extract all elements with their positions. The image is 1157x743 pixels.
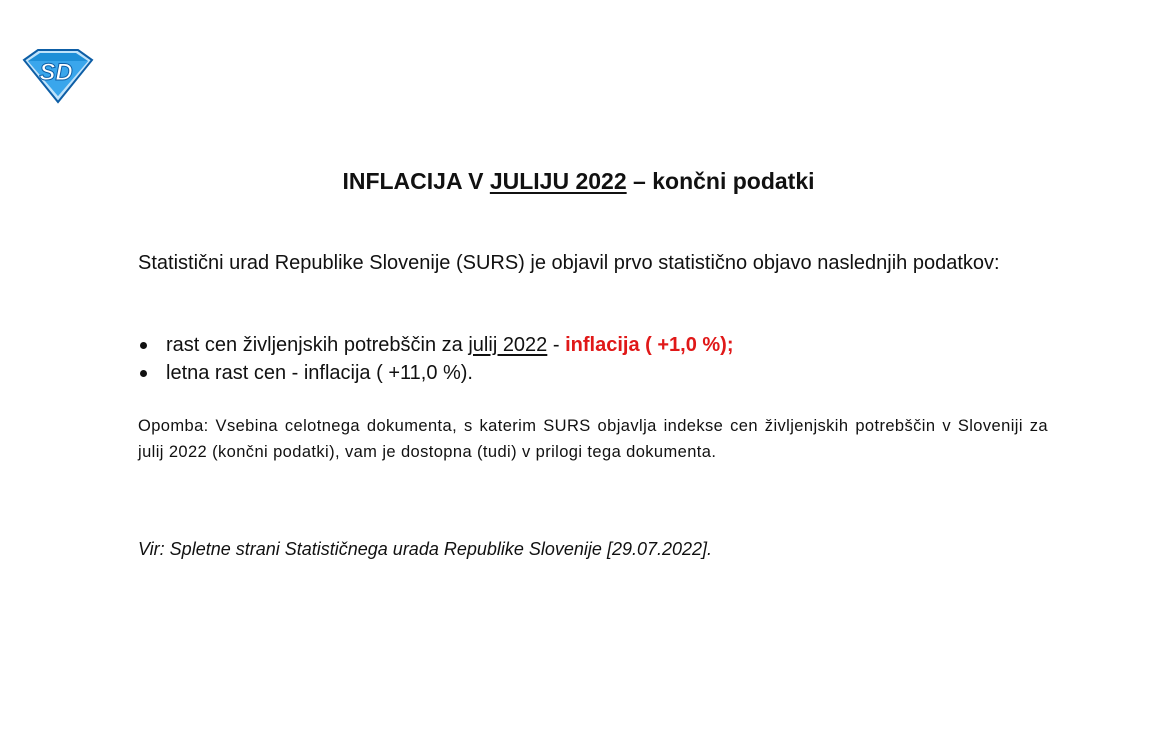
logo-text: SD	[39, 59, 73, 86]
title-month: JULIJU 2022	[489, 168, 627, 194]
title-part3: – končni podatki	[626, 168, 815, 194]
bullet-separator: -	[547, 334, 566, 356]
title-part1: INFLACIJA V	[342, 168, 490, 194]
inflation-highlight: inflacija ( +1,0 %);	[565, 334, 734, 356]
bullet-prefix: rast cen življenjskih potrebščin za	[166, 334, 469, 356]
bullet-icon	[140, 370, 147, 377]
bullet-icon	[140, 342, 147, 349]
list-item	[138, 359, 1050, 387]
diamond-logo-icon	[20, 46, 96, 104]
bullet-text: letna rast cen - inflacija ( +11,0 %).	[166, 362, 473, 384]
bullet-month: julij 2022	[468, 334, 548, 356]
list-item	[138, 331, 1050, 359]
source-line: Vir: Spletne strani Statističnega urada Republike Slovenije [29.07.2022].	[138, 539, 713, 559]
document-title	[0, 166, 1157, 196]
bullet-list	[138, 331, 1050, 387]
intro-paragraph: Statistični urad Republike Slovenije (SURS) je objavil prvo statistično objavo naslednjih podatkov:	[138, 252, 1000, 274]
note-paragraph: Opomba: Vsebina celotnega dokumenta, s katerim SURS objavlja indekse cen življenjskih potrebščin v Sloveniji za julij 2022 (končni podatki), vam je dostopna (tudi) v prilogi tega dokumenta.	[138, 417, 1048, 461]
sd-logo	[20, 46, 96, 104]
